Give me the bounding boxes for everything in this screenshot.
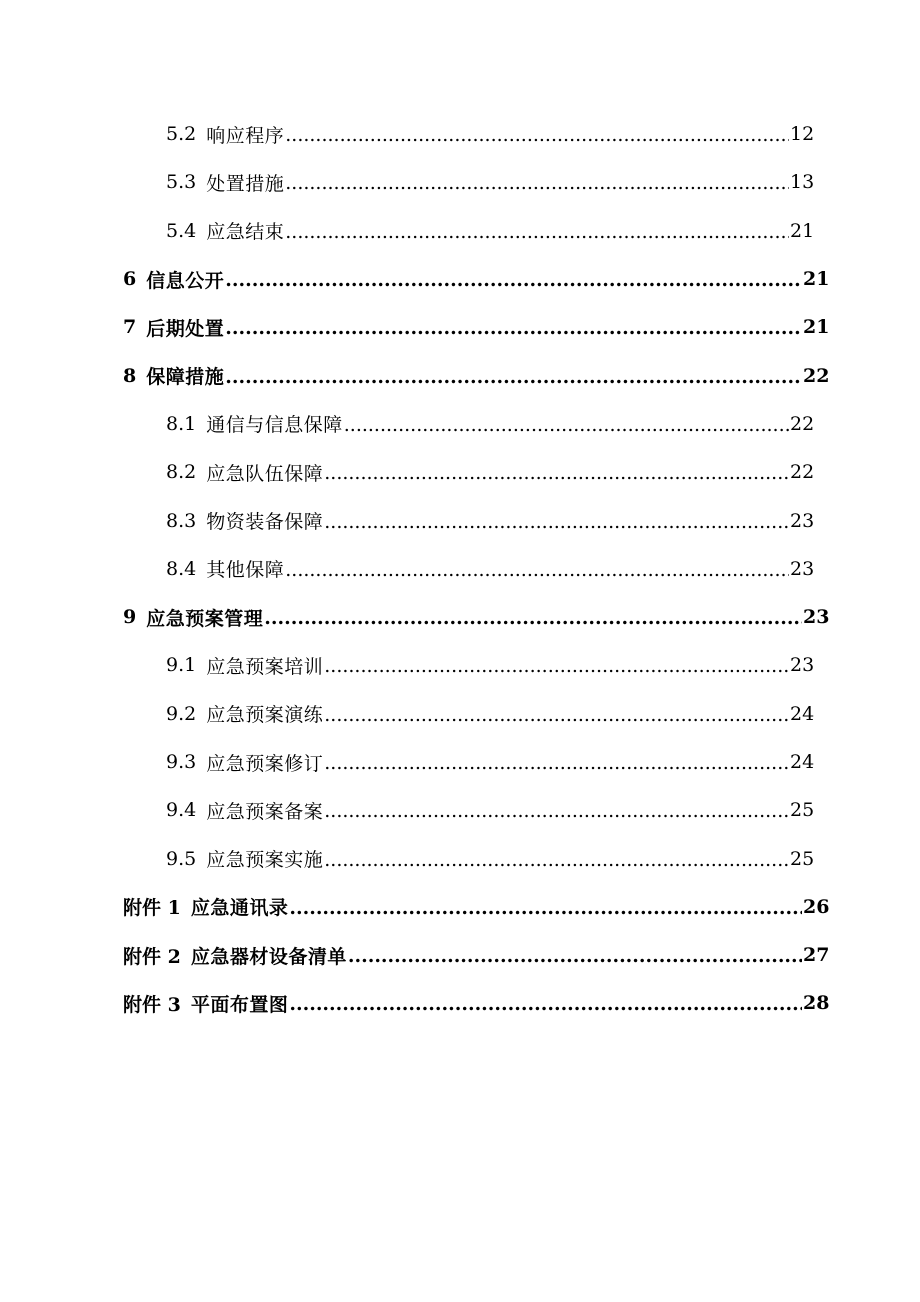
- toc-entry-number: 6: [123, 268, 137, 291]
- dot-leader: [289, 897, 802, 919]
- dot-leader: [285, 559, 789, 581]
- dot-leader: [264, 607, 802, 629]
- toc-entry-title: 应急预案备案: [206, 800, 324, 823]
- toc-entry-page: 23: [790, 509, 815, 532]
- dot-leader: [324, 511, 789, 533]
- dot-leader: [348, 945, 802, 967]
- toc-entry-page: 24: [790, 702, 815, 725]
- toc-entry-page: 24: [790, 751, 815, 773]
- toc-entry-title: 平面布置图: [190, 993, 289, 1016]
- toc-entry-number: 8: [123, 364, 137, 387]
- dot-leader: [285, 124, 789, 146]
- toc-entry-8-2[interactable]: [0, 448, 920, 496]
- dot-leader: [225, 317, 802, 339]
- toc-entry-title: 保障措施: [146, 366, 225, 389]
- toc-entry-page: 23: [803, 606, 830, 629]
- toc-entry-9[interactable]: [0, 593, 920, 641]
- toc-entry-page: 26: [803, 895, 830, 918]
- table-of-contents: [0, 110, 920, 1028]
- toc-entry-title: 信息公开: [146, 269, 225, 292]
- toc-entry-title: 应急预案实施: [206, 849, 324, 872]
- toc-entry-number: 5.3: [166, 171, 197, 194]
- dot-leader: [324, 752, 789, 774]
- toc-entry-9-5[interactable]: [0, 834, 920, 882]
- dot-leader: [344, 414, 789, 436]
- toc-entry-title: 应急器材设备清单: [190, 945, 347, 968]
- toc-entry-number: 8.1: [166, 412, 197, 435]
- toc-entry-number: 8.3: [166, 509, 197, 532]
- toc-entry-number: 9.4: [166, 799, 197, 822]
- toc-entry-number: 9.2: [166, 702, 197, 725]
- toc-entry-page: 28: [803, 992, 830, 1015]
- toc-entry-9-3[interactable]: [0, 738, 920, 786]
- toc-entry-page: 12: [790, 123, 815, 146]
- toc-entry-title: 通信与信息保障: [206, 414, 343, 437]
- toc-entry-title: 后期处置: [146, 317, 225, 340]
- toc-entry-5-4[interactable]: [0, 207, 920, 255]
- toc-entry-number: 7: [123, 316, 137, 339]
- dot-leader: [324, 849, 789, 871]
- toc-entry-5-3[interactable]: [0, 158, 920, 206]
- toc-entry-title: 应急预案修订: [206, 752, 324, 775]
- toc-entry-title: 应急通讯录: [190, 897, 289, 920]
- dot-leader: [324, 462, 789, 484]
- toc-entry-title: 应急预案管理: [146, 607, 264, 630]
- dot-leader: [285, 172, 789, 194]
- toc-entry-appendix-1[interactable]: [0, 883, 920, 931]
- toc-entry-title: 应急预案培训: [206, 655, 324, 678]
- toc-entry-number: 5.2: [166, 123, 197, 146]
- toc-entry-title: 应急队伍保障: [206, 462, 324, 485]
- toc-entry-8-1[interactable]: [0, 400, 920, 448]
- toc-entry-number: 9.5: [166, 847, 197, 870]
- toc-entry-title: 应急预案演练: [206, 704, 324, 727]
- toc-entry-title: 响应程序: [206, 124, 285, 147]
- toc-entry-title: 其他保障: [206, 559, 285, 582]
- dot-leader: [289, 993, 802, 1015]
- toc-entry-number: 8.2: [166, 461, 197, 484]
- toc-entry-number: 附件 1: [123, 897, 181, 920]
- toc-entry-number: 9.3: [166, 751, 197, 773]
- toc-entry-page: 21: [803, 316, 830, 339]
- toc-entry-page: 25: [790, 799, 815, 822]
- dot-leader: [225, 269, 802, 291]
- toc-entry-number: 8.4: [166, 557, 197, 580]
- toc-entry-8[interactable]: [0, 351, 920, 399]
- toc-entry-page: 22: [790, 461, 815, 484]
- toc-entry-page: 13: [790, 171, 815, 194]
- toc-entry-page: 25: [790, 847, 815, 870]
- toc-entry-number: 5.4: [166, 219, 197, 242]
- toc-entry-9-4[interactable]: [0, 786, 920, 834]
- toc-entry-number: 附件 2: [123, 945, 181, 968]
- toc-entry-page: 22: [803, 364, 830, 387]
- toc-entry-8-4[interactable]: [0, 545, 920, 593]
- toc-entry-number: 9: [123, 606, 137, 629]
- toc-entry-9-2[interactable]: [0, 690, 920, 738]
- toc-entry-page: 21: [790, 219, 815, 242]
- dot-leader: [285, 221, 789, 243]
- toc-entry-page: 21: [803, 268, 830, 291]
- toc-entry-title: 处置措施: [206, 172, 285, 195]
- toc-entry-number: 附件 3: [123, 993, 181, 1016]
- toc-entry-8-3[interactable]: [0, 496, 920, 544]
- toc-entry-page: 23: [790, 557, 815, 580]
- dot-leader: [324, 655, 789, 677]
- dot-leader: [324, 704, 789, 726]
- toc-entry-9-1[interactable]: [0, 641, 920, 689]
- toc-entry-5-2[interactable]: [0, 110, 920, 158]
- toc-entry-6[interactable]: [0, 255, 920, 303]
- dot-leader: [324, 800, 789, 822]
- toc-entry-appendix-3[interactable]: [0, 979, 920, 1027]
- toc-entry-7[interactable]: [0, 303, 920, 351]
- toc-entry-title: 物资装备保障: [206, 511, 324, 534]
- dot-leader: [225, 366, 802, 388]
- toc-entry-page: 27: [803, 944, 830, 967]
- toc-entry-page: 22: [790, 412, 815, 435]
- toc-entry-page: 23: [790, 654, 815, 677]
- toc-entry-number: 9.1: [166, 654, 197, 677]
- toc-entry-appendix-2[interactable]: [0, 931, 920, 979]
- toc-entry-title: 应急结束: [206, 221, 285, 244]
